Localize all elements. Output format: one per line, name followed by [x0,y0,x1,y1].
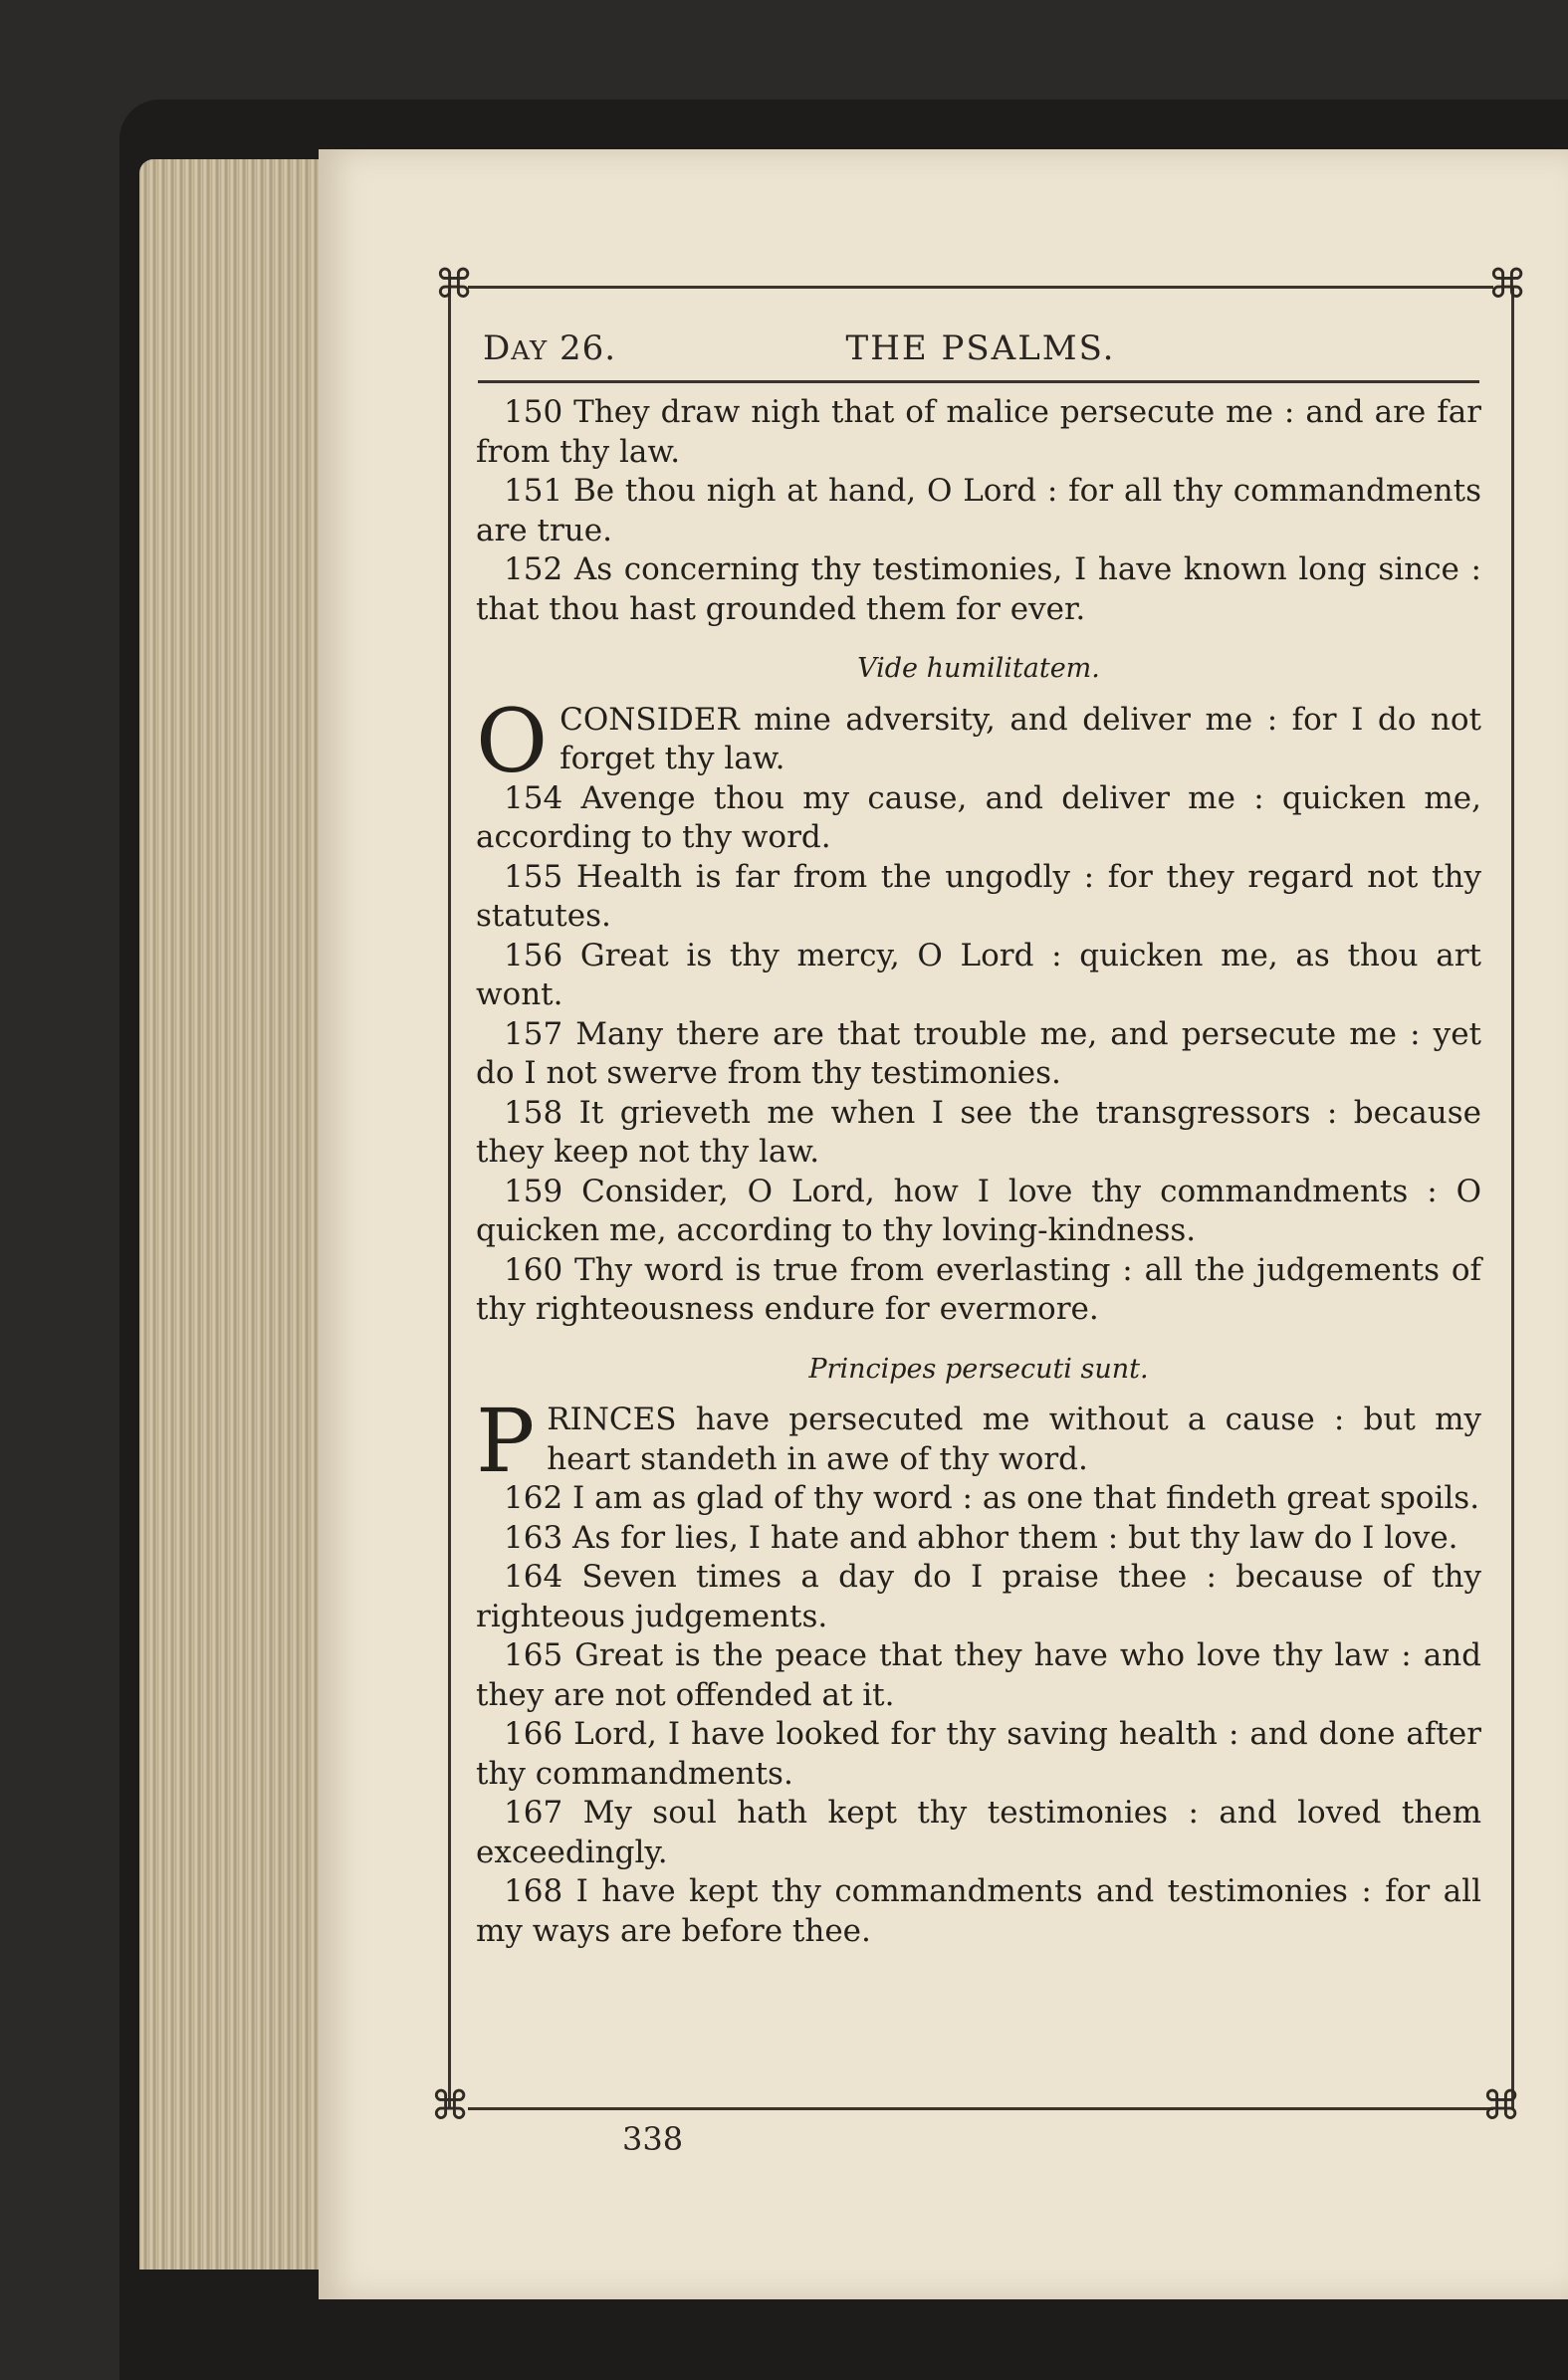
drop-cap-letter: O [476,689,549,792]
verse: 168 I have kept thy commandments and testimonies : for all my ways are before thee. [476,1873,1481,1949]
page-title: THE PSALMS. [845,328,1116,368]
verse: 156 Great is thy mercy, O Lord : quicken me, as thou art wont. [476,937,1481,1012]
knot-ornament-icon: ⌘ [1481,2083,1521,2129]
verse: 165 Great is the peace that they have who love thy law : and they are not offended at it. [476,1637,1481,1713]
verse: 160 Thy word is true from everlasting : all the judgements of thy righteousness endure for evermore. [476,1251,1481,1327]
verse: 152 As concerning thy testimonies, I have known long since : that thou hast grounded them for ever. [476,551,1481,627]
verse: 162 I am as glad of thy word : as one that findeth great spoils. [504,1480,1480,1516]
verse: 164 Seven times a day do I praise thee : because of thy righteous judgements. [476,1559,1481,1634]
verse-drop-cap: OCONSIDER mine adversity, and deliver me : for I do not forget thy law. [476,689,1481,792]
verse-drop-cap: PRINCES have persecuted me without a cause : but my heart standeth in awe of thy word. [476,1390,1481,1492]
day-label: DAY 26. [483,328,617,368]
page-edges [139,159,338,2270]
knot-ornament-icon: ⌘ [430,2083,470,2129]
psalm-text [476,393,1481,1951]
section-subtitle: Principes persecuti sunt. [808,1353,1149,1385]
verse: 159 Consider, O Lord, how I love thy commandments : O quicken me, according to thy loving-kindness. [476,1173,1481,1248]
verse: 150 They draw nigh that of malice persecute me : and are far from thy law. [476,394,1481,470]
header-rule [478,380,1479,383]
running-header [483,328,1478,378]
verse: 151 Be thou nigh at hand, O Lord : for all thy commandments are true. [476,473,1481,548]
drop-cap-letter: P [476,1390,536,1492]
frame-top-rule [468,286,1493,289]
section-subtitle: Vide humilitatem. [857,653,1100,684]
verse: 157 Many there are that trouble me, and persecute me : yet do I not swerve from thy testimonies. [476,1015,1481,1091]
knot-ornament-icon: ⌘ [1487,262,1527,308]
verse: 167 My soul hath kept thy testimonies : and loved them exceedingly. [476,1795,1481,1870]
verse: 166 Lord, I have looked for thy saving health : and done after thy commandments. [476,1716,1481,1792]
verse: 155 Health is far from the ungodly : for they regard not thy statutes. [476,858,1481,934]
verse: 158 It grieveth me when I see the transgressors : because they keep not thy law. [476,1094,1481,1170]
page-number: 338 [622,2120,684,2158]
verse: 163 As for lies, I hate and abhor them : but thy law do I love. [504,1519,1458,1556]
verse: 154 Avenge thou my cause, and deliver me : quicken me, according to thy word. [476,779,1481,855]
knot-ornament-icon: ⌘ [434,262,474,308]
frame-bottom-rule [468,2107,1493,2110]
